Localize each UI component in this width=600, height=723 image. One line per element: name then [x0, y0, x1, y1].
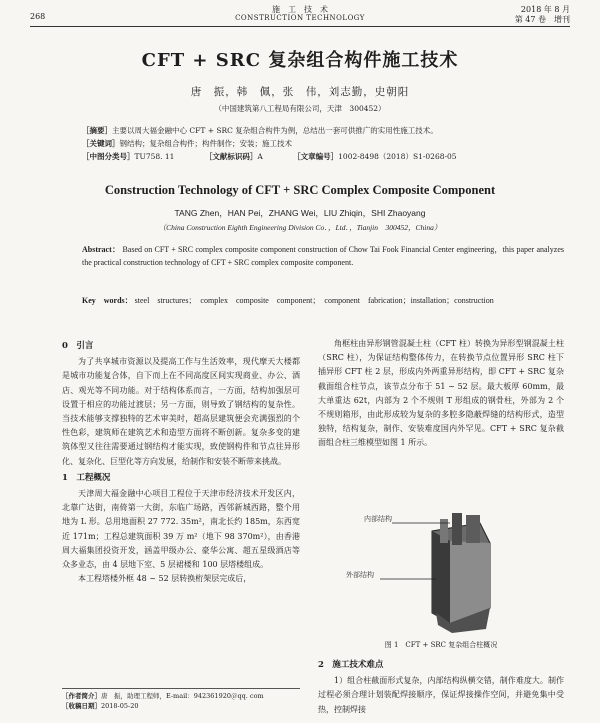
- right-column-section-2: [318, 658, 564, 717]
- footnote-author: [62, 691, 300, 701]
- section-1-paragraph-1: 天津周大福金融中心项目工程位于天津市经济技术开发区内，北靠广达街，南倚第一大街，东临广场路，西邻新城西路，整个用地为 L 形。总用地面积 27 772. 35m²，南北长约 185m，东西宽近 171m；工程总建筑面积 39 万 m²（地下 98 370m²），由香港周大福集团投资开发，涵盖甲级办公、豪华公寓、超五星级酒店等众多业态，由 4 层地下室、5 层裙楼和 100 层塔楼组成。: [62, 489, 300, 570]
- section-1-paragraph-2: 本工程塔楼外框 48 ~ 52 层转换桁架层完成后，: [78, 574, 252, 584]
- keywords-en-text: steel structures； complex composite component； component fabrication；installation；construction: [134, 296, 494, 305]
- authors-cn: 唐 振，韩 佩，张 伟，刘志勤，史朝阳: [190, 86, 410, 98]
- abstract-cn: [82, 124, 564, 137]
- clc-label: ［中图分类号］: [82, 152, 135, 161]
- footnote-author-label: ［作者简介］: [62, 692, 101, 700]
- section-2-paragraph: 1）组合柱截面形式复杂，内部结构纵横交错，制作难度大。制作过程必须合理计划装配焊接顺序，保证焊接操作空间，并避免集中受热，控制焊接: [318, 676, 564, 714]
- page-number: 268: [30, 12, 46, 21]
- outer-structure-side: [432, 531, 450, 623]
- abstract-en: [82, 243, 564, 269]
- paper-title-en: Construction Technology of CFT + SRC Complex Composite Component: [104, 183, 496, 197]
- footnote-received-label: ［收稿日期］: [62, 702, 101, 710]
- paper-title-cn: CFT + SRC 复杂组合构件施工技术: [141, 50, 459, 71]
- section-2-heading: 2 施工技术难点: [318, 660, 384, 670]
- issue-info: [515, 5, 570, 25]
- abstract-cn-block: [82, 124, 564, 163]
- issue-volume: 第 47 卷 增刊: [514, 15, 570, 24]
- keywords-en: [82, 294, 564, 307]
- keywords-en-label: Key words：: [82, 296, 133, 305]
- footnote-received: [62, 701, 300, 711]
- inner-structure-member: [452, 513, 462, 545]
- inner-structure-member: [440, 519, 448, 543]
- doc-code-label: ［文献标识码］: [204, 152, 258, 161]
- clc-value: TU758. 11: [134, 152, 175, 161]
- composite-column-3d-model: [340, 513, 540, 633]
- issue-date: 2018 年 8 月: [520, 5, 570, 14]
- abstract-cn-label: ［摘要］: [82, 126, 112, 135]
- inner-structure-member: [466, 515, 480, 543]
- right-column-paragraph: 角框柱由异形钢管混凝土柱（CFT 柱）转换为异形型钢混凝土柱（SRC 柱），为保证结构整体传力，在转换节点位置异形 SRC 柱下插异形 CFT 柱 2 层，形成内外两重异形结构，即 CFT + SRC 复杂截面组合柱节点，该节点分布于 51 ~ 52 层。最大板厚 60mm，最大单重达 62t，内部为 2 个不规则 T 形组成的钢骨柱，外部为 2 个不规则箱形，由此形成较为复杂的多腔多隐蔽焊缝的结构形式，造型独特，结构复杂，制作、安装难度国内外罕见。CFT + SRC 复杂截面组合柱三维模型如图 1 所示。: [318, 339, 564, 448]
- authors-en: TANG Zhen，HAN Pei，ZHANG Wei，LIU Zhiqin，SHI Zhaoyang: [174, 208, 426, 218]
- footnote-author-text: 唐 振，助理工程师，E-mail：942361920＠qq. com: [101, 692, 264, 700]
- section-1-heading: 1 工程概况: [62, 472, 111, 483]
- left-column: [62, 337, 300, 586]
- doc-code-value: A: [257, 152, 263, 161]
- abstract-cn-text: 主要以周大福金融中心 CFT + SRC 复杂组合构件为例，总结出一套可供推广的实用性施工技术。: [112, 126, 438, 135]
- figure-1-caption: 图 1 CFT + SRC 复杂组合柱概况: [384, 641, 498, 649]
- keywords-cn: [82, 137, 564, 150]
- figure-label-outer: 外部结构: [346, 571, 374, 579]
- footnote-received-text: 2018-05-20: [101, 702, 139, 710]
- section-0-heading: 0 引言: [62, 341, 94, 351]
- journal-name: [30, 5, 570, 23]
- affiliation-cn: （中国建筑第八工程局有限公司，天津 300452）: [214, 104, 386, 113]
- journal-name-cn: 施 工 技 术: [272, 5, 328, 14]
- section-0-paragraph: 为了共享城市资源以及提高工作与生活效率，现代摩天大楼都是城市功能复合体，自下而上在不同高度区间实现商业、办公、酒店、观光等不同功能。对于结构体系而言，一方面，结构加强层可设置于相应的功能过渡层；另一方面，则导致了钢结构的复杂性。当技术能够支撑独特的艺术审美时，超高层建筑便会充满强烈的个性色彩，建筑师在建筑艺术和造型方面将不断创新。复杂多变的建筑体型又往往需要通过钢结构才能实现，致使钢构件和节点往异形化、复杂化、巨型化等方向发展，给制作和安装不断带来挑战。: [62, 357, 300, 466]
- classification-row: [82, 150, 564, 163]
- keywords-cn-text: 钢结构；复杂组合构件；构件制作；安装；施工技术: [119, 139, 292, 148]
- article-number-value: 1002-8498（2018）S1-0268-05: [338, 152, 457, 161]
- footnote: [62, 688, 300, 711]
- figure-1: [340, 513, 540, 633]
- journal-name-en: CONSTRUCTION TECHNOLOGY: [235, 14, 365, 22]
- right-column: [318, 337, 564, 451]
- figure-label-inner: 内部结构: [364, 515, 392, 523]
- abstract-en-label: Abstract：: [82, 245, 121, 254]
- keywords-cn-label: ［关键词］: [82, 139, 120, 148]
- affiliation-en: （China Construction Eighth Engineering Division Co．，Ltd．，Tianjin 300452，China）: [158, 223, 442, 232]
- running-header: [30, 4, 570, 27]
- abstract-en-text: Based on CFT + SRC complex composite component construction of Chow Tai Fook Financial Center engineering，this paper analyzes the practical construction technology of CFT + SRC complex composite component.: [82, 245, 564, 267]
- article-number-label: ［文章编号］: [293, 152, 339, 161]
